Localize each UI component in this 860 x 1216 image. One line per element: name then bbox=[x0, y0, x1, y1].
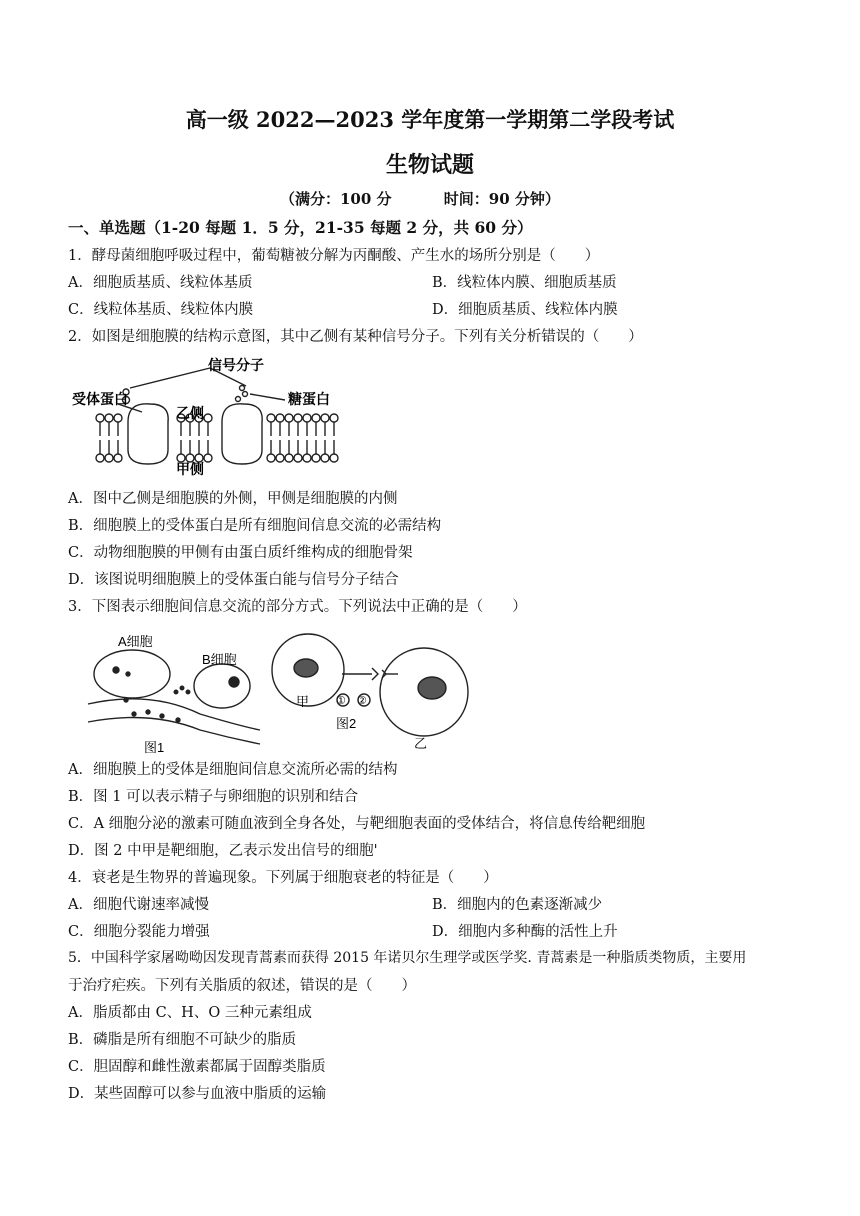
q1-stem: 1．酵母菌细胞呼吸过程中，葡萄糖被分解为丙酮酸、产生水的场所分别是（ ） bbox=[68, 248, 600, 264]
exam-meta: （满分：100 分 时间：90 分钟） bbox=[280, 190, 560, 208]
lipid-head bbox=[294, 414, 302, 422]
lipid-head bbox=[96, 454, 104, 462]
lipid-head bbox=[195, 454, 203, 462]
lipid-head bbox=[285, 414, 293, 422]
q1-option-a: A．细胞质基质、线粒体基质 bbox=[68, 275, 253, 291]
lipid-head bbox=[96, 414, 104, 422]
subject-title: 生物试题 bbox=[385, 152, 474, 178]
q4-option-c: C．细胞分裂能力增强 bbox=[68, 924, 210, 940]
q4-option-d: D．细胞内多种酶的活性上升 bbox=[432, 924, 618, 940]
q4-option-a: A．细胞代谢速率减慢 bbox=[68, 897, 209, 913]
lipid-head bbox=[105, 454, 113, 462]
q3-stem: 3．下图表示细胞间信息交流的部分方式。下列说法中正确的是（ ） bbox=[68, 599, 527, 615]
q1-option-b: B．线粒体内膜、细胞质基质 bbox=[432, 275, 617, 291]
q2-option-c: C．动物细胞膜的甲侧有由蛋白质纤维构成的细胞骨架 bbox=[68, 545, 413, 561]
q3-option-c: C．A 细胞分泌的激素可随血液到全身各处，与靶细胞表面的受体结合，将信息传给靶细胞 bbox=[68, 816, 646, 832]
q1-option-d: D．细胞质基质、线粒体内膜 bbox=[432, 302, 618, 318]
label-side-yi: 乙侧 bbox=[176, 406, 204, 422]
label-figure-2: 图2 bbox=[336, 716, 357, 731]
lipid-head bbox=[276, 414, 284, 422]
label-receptor-protein: 受体蛋白 bbox=[72, 392, 128, 408]
q2-option-d: D．该图说明细胞膜上的受体蛋白能与信号分子结合 bbox=[68, 572, 399, 588]
lipid-head bbox=[276, 454, 284, 462]
lipid-head bbox=[303, 414, 311, 422]
lipid-head bbox=[114, 414, 122, 422]
q4-option-b: B．细胞内的色素逐渐减少 bbox=[432, 897, 603, 913]
label-cell-a: A细胞 bbox=[118, 634, 153, 649]
cell-b bbox=[194, 664, 250, 708]
q5-stem-line1: 5．中国科学家屠呦呦因发现青蒿素而获得 2015 年诺贝尔生理学或医学奖. 青蒿素是一种脂质类物质，主要用 bbox=[68, 950, 747, 966]
q2-option-b: B．细胞膜上的受体蛋白是所有细胞间信息交流的必需结构 bbox=[68, 518, 442, 534]
lipid-head bbox=[321, 414, 329, 422]
q1-option-c: C．线粒体基质、线粒体内膜 bbox=[68, 302, 254, 318]
label-side-jia: 甲侧 bbox=[176, 462, 204, 478]
lipid-head bbox=[285, 454, 293, 462]
cell-signaling-diagram bbox=[80, 630, 480, 754]
q3-option-d: D．图 2 中甲是靶细胞，乙表示发出信号的细胞' bbox=[68, 843, 378, 859]
label-circle-1: ① bbox=[336, 694, 346, 707]
lipid-head bbox=[312, 454, 320, 462]
lipid-head bbox=[330, 454, 338, 462]
lipid-head bbox=[177, 454, 185, 462]
q5-option-c: C．胆固醇和雌性激素都属于固醇类脂质 bbox=[68, 1059, 326, 1075]
q3-option-b: B．图 1 可以表示精子与卵细胞的识别和结合 bbox=[68, 789, 359, 805]
q5-option-a: A．脂质都由 C、H、O 三种元素组成 bbox=[68, 1005, 312, 1021]
exam-title: 高一级 2022—2023 学年度第一学期第二学段考试 bbox=[185, 107, 675, 132]
lipid-head bbox=[114, 454, 122, 462]
lipid-head bbox=[303, 454, 311, 462]
lipid-head bbox=[312, 414, 320, 422]
label-jia: 甲 bbox=[296, 694, 310, 709]
label-yi: 乙 bbox=[414, 736, 428, 751]
label-circle-2: ② bbox=[357, 694, 367, 707]
lipid-head bbox=[186, 454, 194, 462]
q5-option-d: D．某些固醇可以参与血液中脂质的运输 bbox=[68, 1086, 327, 1102]
q4-stem: 4．衰老是生物界的普遍现象。下列属于细胞衰老的特征是（ ） bbox=[68, 870, 498, 886]
q3-option-a: A．细胞膜上的受体是细胞间信息交流所必需的结构 bbox=[68, 762, 398, 778]
label-glycoprotein: 糖蛋白 bbox=[288, 392, 330, 408]
q2-option-a: A．图中乙侧是细胞膜的外侧，甲侧是细胞膜的内侧 bbox=[68, 491, 398, 507]
lipid-head bbox=[105, 414, 113, 422]
section-title: 一、单选题（1-20 每题 1．5 分，21-35 每题 2 分，共 60 分） bbox=[68, 218, 533, 237]
lipid-head bbox=[267, 414, 275, 422]
label-cell-b: B细胞 bbox=[202, 652, 237, 667]
lipid-head bbox=[294, 454, 302, 462]
label-figure-1: 图1 bbox=[144, 740, 165, 754]
lipid-head bbox=[204, 454, 212, 462]
q5-stem-line2: 于治疗疟疾。下列有关脂质的叙述，错误的是（ ） bbox=[68, 978, 416, 994]
q2-stem: 2．如图是细胞膜的结构示意图，其中乙侧有某种信号分子。下列有关分析错误的（ ） bbox=[68, 329, 643, 345]
lipid-head bbox=[321, 454, 329, 462]
lipid-head bbox=[330, 414, 338, 422]
label-signal-molecule: 信号分子 bbox=[208, 358, 264, 374]
q5-option-b: B．磷脂是所有细胞不可缺少的脂质 bbox=[68, 1032, 297, 1048]
cell-a bbox=[94, 650, 170, 698]
lipid-head bbox=[204, 414, 212, 422]
lipid-head bbox=[267, 454, 275, 462]
membrane-diagram bbox=[70, 352, 360, 480]
